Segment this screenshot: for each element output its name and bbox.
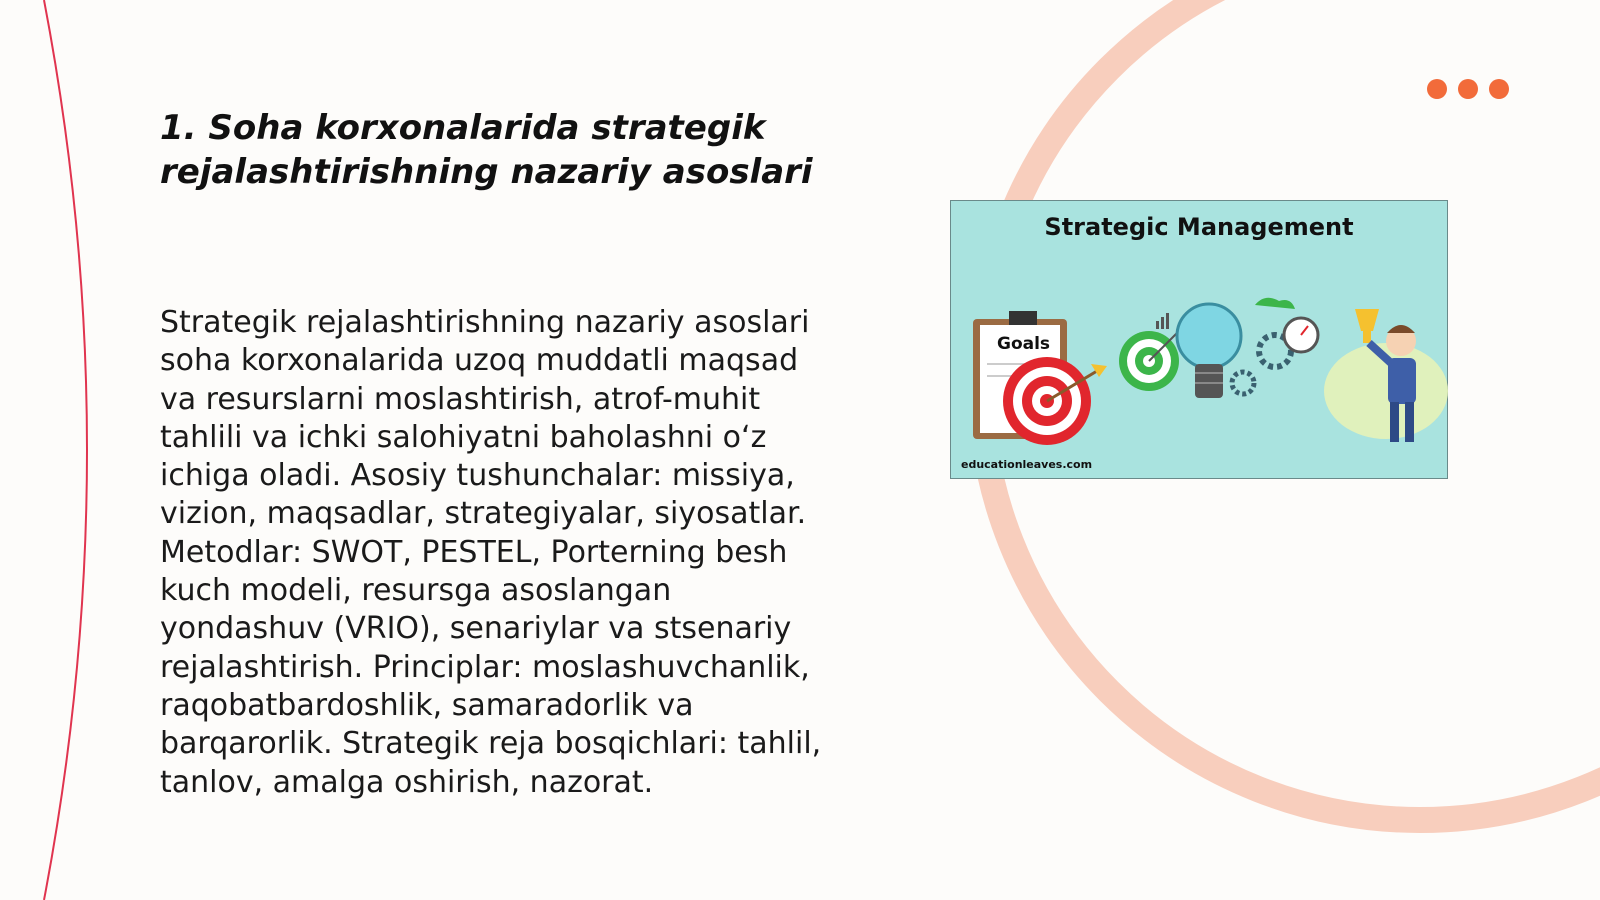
businessman-icon [1324, 309, 1448, 442]
menu-dots [1427, 79, 1509, 99]
slide-title: 1. Soha korxonalarida strategik rejalashtirishning nazariy asoslari [160, 108, 813, 192]
image-source-label: educationleaves.com [961, 458, 1093, 471]
strategic-management-image [950, 200, 1448, 479]
image-title: Strategic Management [1044, 213, 1354, 241]
illustration [951, 201, 1449, 480]
green-target-icon [1119, 331, 1179, 391]
slide-body-text: Strategik rejalashtirishning nazariy asoslari soha korxonalarida uzoq muddatli maqsad va resurslarni moslashtirish, atrof-muhit tahlili va ichki salohiyatni baholashni o‘z ichiga oladi. Asosiy tushunchalar: missiya, vizion, maqsadlar, strategiyalar, siyosatlar. Metodlar: SWOT, PESTEL, Porterning besh kuch modeli, resursga asoslangan yondashuv (VRIO), senariylar va stsenariy rejalashtirish. Principlar: moslashuvchanlik, raqobatbardoshlik, samaradorlik va barqarorlik. Strategik reja bosqichlari: tahlil, tanlov, amalga oshirish, nazorat. [160, 305, 822, 800]
target-icon [1003, 357, 1107, 445]
goals-label: Goals [997, 334, 1051, 354]
left-red-curve [44, 0, 87, 900]
dot-icon [1489, 79, 1509, 99]
lightbulb-icon [1177, 304, 1241, 398]
dot-icon [1458, 79, 1478, 99]
dot-icon [1427, 79, 1447, 99]
